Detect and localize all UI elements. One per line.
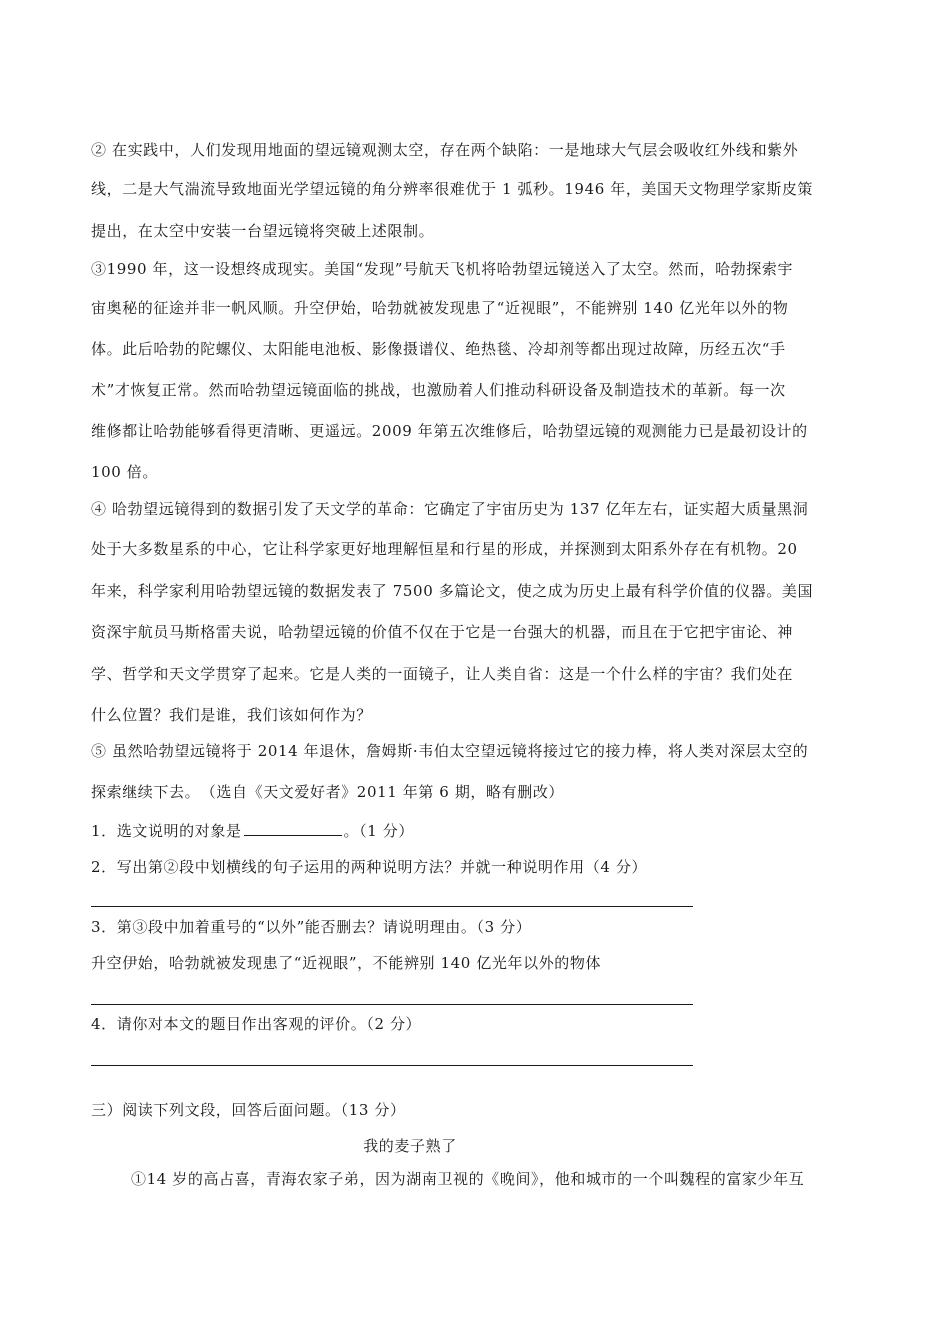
question-3: 3．第③段中加着重号的“以外”能否删去？请说明理由。（3 分）: [91, 918, 532, 936]
question-3-quote: 升空伊始，哈勃就被发现患了“近视眼”，不能辨别 140 亿光年以外的物体: [91, 954, 602, 972]
answer-line-q2[interactable]: [91, 906, 693, 907]
passage-line-7: 术”才恢复正常。然而哈勃望远镜面临的挑战，也激励着人们推动科研设备及制造技术的革新。每一次: [91, 381, 786, 399]
passage-line-10: ④ 哈勃望远镜得到的数据引发了天文学的革命：它确定了宇宙历史为 137 亿年左右，证实超大质量黑洞: [91, 500, 809, 518]
passage-line-13: 资深宇航员马斯格雷夫说，哈勃望远镜的价值不仅在于它是一台强大的机器，而且在于它把宇宙论、神: [91, 623, 794, 641]
answer-blank[interactable]: [244, 821, 342, 836]
passage-line-15: 什么位置？我们是谁，我们该如何作为？: [91, 706, 372, 724]
passage-line-1: ② 在实践中，人们发现用地面的望远镜观测太空，存在两个缺陷：一是地球大气层会吸收红外线和紫外: [91, 141, 799, 159]
passage-line-4: ③1990 年，这一设想终成现实。美国“发现”号航天飞机将哈勃望远镜送入了太空。然而，哈勃探索宇: [91, 260, 794, 278]
question-1: [91, 821, 861, 841]
passage-line-12: 年来，科学家利用哈勃望远镜的数据发表了 7500 多篇论文，使之成为历史上最有科学价值的仪器。美国: [91, 582, 814, 600]
question-4: 4．请你对本文的题目作出客观的评价。（2 分）: [91, 1015, 422, 1033]
article-title: 我的麦子熟了: [363, 1137, 457, 1155]
passage-line-3: 提出，在太空中安装一台望远镜将突破上述限制。: [91, 222, 435, 240]
section-3-header: 三）阅读下列文段，回答后面问题。（13 分）: [91, 1101, 406, 1119]
passage-line-11: 处于大多数星系的中心，它让科学家更好地理解恒星和行星的形成，并探测到太阳系外存在有机物。20: [91, 540, 798, 558]
question-1-prefix: 1．选文说明的对象是: [91, 822, 242, 840]
passage-line-2: 线，二是大气湍流导致地面光学望远镜的角分辨率很难优于 1 弧秒。1946 年，美国天文物理学家斯皮策: [91, 180, 814, 198]
article-first-line: ①14 岁的高占喜，青海农家子弟，因为湖南卫视的《晚间》，他和城市的一个叫魏程的富家少年互: [131, 1170, 805, 1188]
passage-line-8: 维修都让哈勃能够看得更清晰、更遥远。2009 年第五次维修后，哈勃望远镜的观测能力已是最初设计的: [91, 422, 808, 440]
answer-line-q3[interactable]: [91, 1004, 693, 1005]
passage-line-5: 宙奥秘的征途并非一帆风顺。升空伊始，哈勃就被发现患了“近视眼”，不能辨别 140 亿光年以外的物: [91, 299, 789, 317]
question-2: 2．写出第②段中划横线的句子运用的两种说明方法？并就一种说明作用（4 分）: [91, 858, 648, 876]
passage-line-16: ⑤ 虽然哈勃望远镜将于 2014 年退休，詹姆斯·韦伯太空望远镜将接过它的接力棒，将人类对深层太空的: [91, 742, 809, 760]
answer-line-q4[interactable]: [91, 1065, 693, 1066]
passage-line-9: 100 倍。: [91, 463, 158, 481]
passage-line-6: 体。此后哈勃的陀螺仪、太阳能电池板、影像摄谱仪、绝热毯、冷却剂等都出现过故障，历经五次“手: [91, 340, 786, 358]
question-1-suffix: 。（1 分）: [343, 822, 414, 840]
passage-line-17: 探索继续下去。 （选自《天文爱好者》2011 年第 6 期，略有删改）: [91, 783, 565, 801]
passage-line-14: 学、哲学和天文学贯穿了起来。它是人类的一面镜子，让人类自省：这是一个什么样的宇宙？我们处在: [91, 665, 794, 683]
